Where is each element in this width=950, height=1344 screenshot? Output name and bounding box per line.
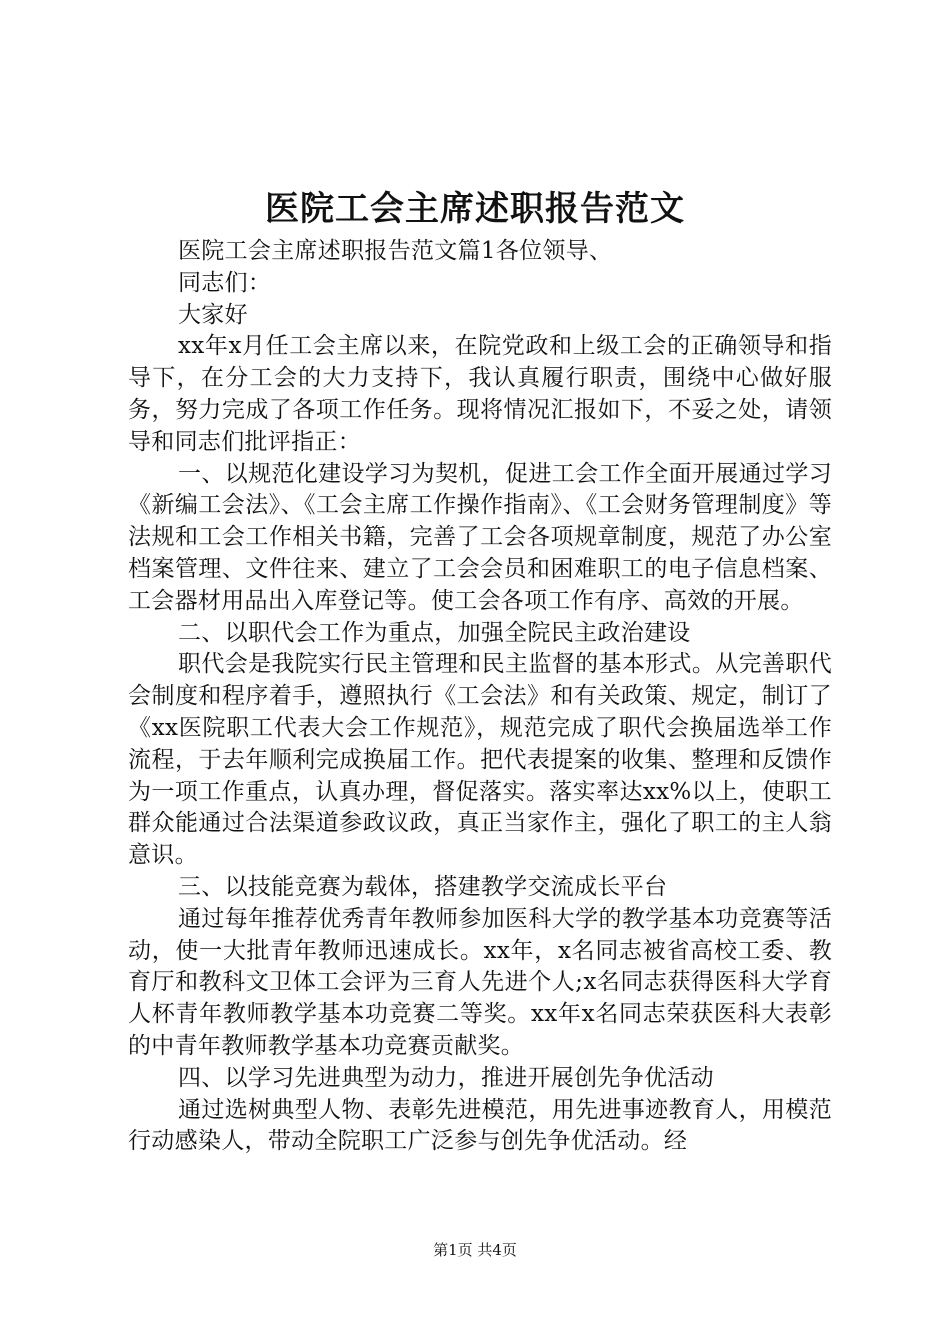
paragraph-section-2: 职代会是我院实行民主管理和民主监督的基本形式。从完善职代会制度和程序着手，遵照执行《工会法》和有关政策、规定，制订了《xx医院职工代表大会工作规范》，规范完成了职代会换届选举工作流程，于去年顺利完成换届工作。把代表提案的收集、整理和反馈作为一项工作重点，认真办理，督促落实。落实率达xx%以上，使职工群众能通过合法渠道参政议政，真正当家作主，强化了职工的主人翁意识。 — [128, 651, 832, 869]
paragraph-section-4: 通过选树典型人物、表彰先进模范，用先进事迹教育人，用模范行动感染人，带动全院职工广泛参与创先争优活动。经 — [128, 1096, 832, 1155]
paragraph-salutation: 同志们： — [178, 269, 272, 296]
page-indicator: 第1页 共4页 — [433, 1241, 517, 1259]
paragraph-greeting: 大家好 — [178, 301, 248, 328]
heading-section-3: 三、以技能竞赛为载体，搭建教学交流成长平台 — [178, 873, 668, 900]
document-body — [128, 236, 832, 1158]
document-title: 医院工会主席述职报告范文 — [265, 189, 685, 229]
heading-section-2: 二、以职代会工作为重点，加强全院民主政治建设 — [178, 619, 691, 646]
heading-section-4: 四、以学习先进典型为动力，推进开展创先争优活动 — [178, 1064, 714, 1091]
paragraph-opening: 医院工会主席述职报告范文篇1各位领导、 — [178, 238, 613, 264]
paragraph-intro: xx年x月任工会主席以来，在院党政和上级工会的正确领导和指导下，在分工会的大力支持下，我认真履行职责，围绕中心做好服务，努力完成了各项工作任务。现将情况汇报如下，不妥之处，请领导和同志们批评指正： — [128, 333, 832, 455]
paragraph-section-1: 一、以规范化建设学习为契机，促进工会工作全面开展通过学习《新编工会法》、《工会主席工作操作指南》、《工会财务管理制度》等法规和工会工作相关书籍，完善了工会各项规章制度，规范了办公室档案管理、文件往来、建立了工会会员和困难职工的电子信息档案、工会器材用品出入库登记等。使工会各项工作有序、高效的开展。 — [128, 460, 832, 614]
paragraph-section-3: 通过每年推荐优秀青年教师参加医科大学的教学基本功竞赛等活动，使一大批青年教师迅速成长。xx年，x名同志被省高校工委、教育厅和教科文卫体工会评为三育人先进个人;x名同志获得医科大学育人杯青年教师教学基本功竞赛二等奖。xx年x名同志荣获医科大表彰的中青年教师教学基本功竞赛贡献奖。 — [128, 905, 832, 1059]
